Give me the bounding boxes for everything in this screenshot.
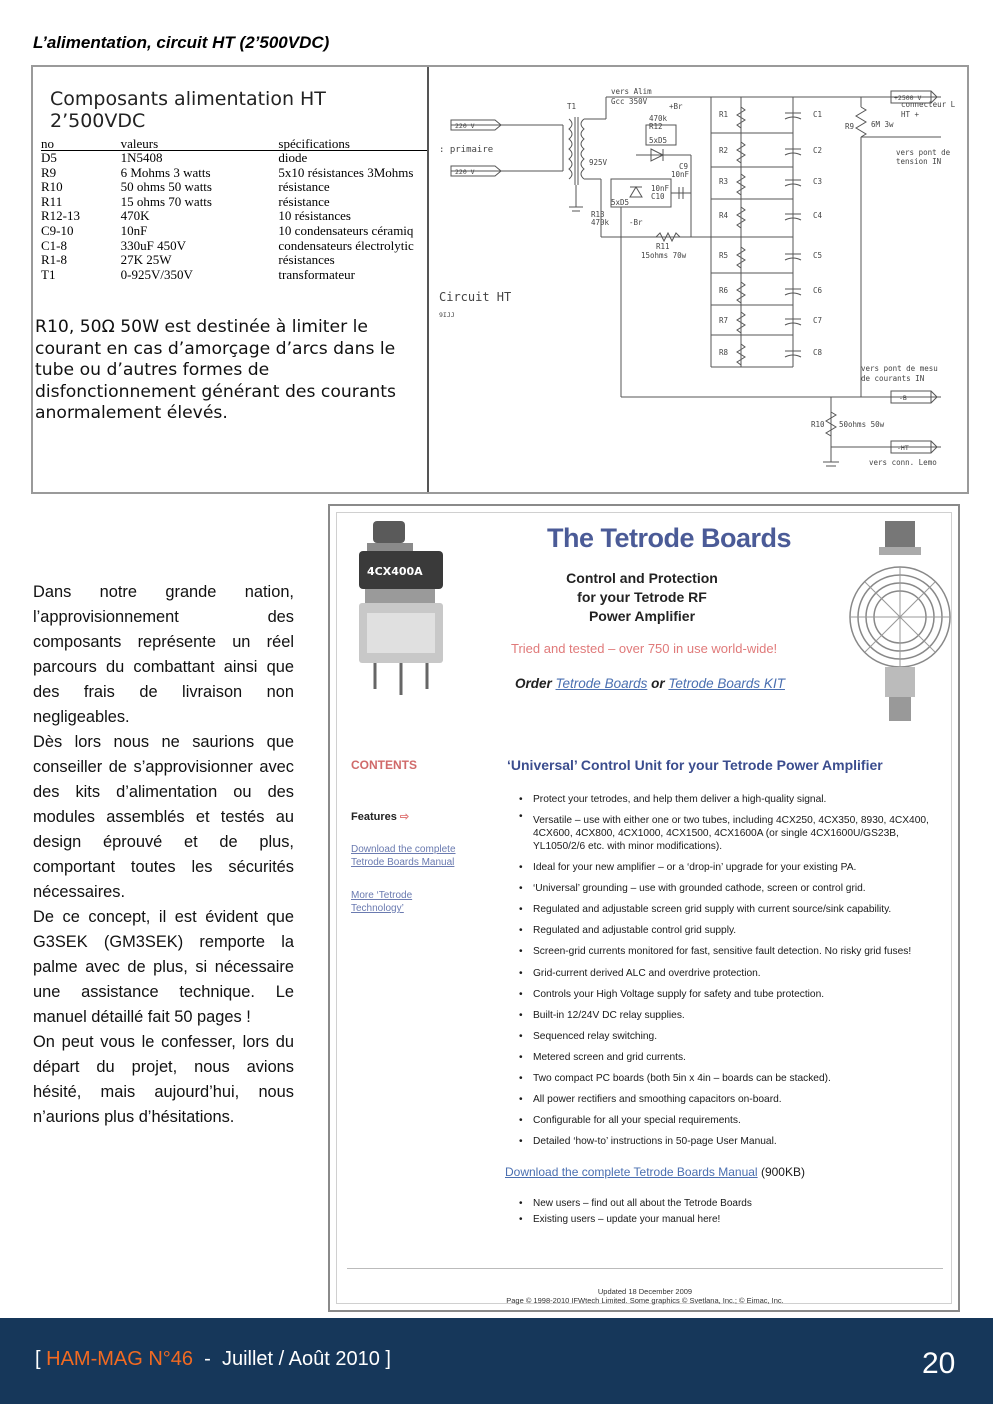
table-cell: C1-8: [41, 237, 67, 253]
web-footer: [337, 1287, 953, 1305]
paragraph: Dans notre grande nation, l’approvisionnement des composants représente un réel parcours du combattant ainsi que des frais de livraison non negligeables.: [33, 583, 294, 726]
schem-label: C5: [813, 251, 823, 260]
table-cell: 5x10 résistances 3Mohms: [278, 164, 414, 180]
web-title: The Tetrode Boards: [547, 523, 792, 553]
table-row: [41, 195, 427, 210]
schem-label: R12: [649, 122, 663, 131]
list-item: • Regulated and adjustable control grid supply.: [519, 920, 939, 941]
web-tagline: Tried and tested – over 750 in use world-wide!: [511, 641, 778, 656]
download-size: (900KB): [760, 1165, 805, 1179]
list-item: • Ideal for your new amplifier – or a ‘drop-in’ upgrade for your existing PA.: [519, 857, 939, 878]
web-order-line: [515, 676, 785, 691]
schem-label: R11: [656, 242, 670, 251]
paragraph: On peut vous le confesser, lors du départ du projet, nous avions hésité, mais aujourd’hui, nous n’aurions plus d’hésitations.: [33, 1033, 294, 1126]
table-row: [41, 166, 427, 181]
list-item: • Grid-current derived ALC and overdrive protection.: [519, 963, 939, 984]
schem-label: C1: [813, 110, 823, 119]
features-label: Features: [351, 811, 397, 823]
paragraph: Dès lors nous ne saurions que conseiller de s’approvisionner avec des kits d’alimentation ou des modules assemblés et testés au design éprouvé et de plus, comportant toutes les sécurités nécessaires.: [33, 733, 294, 901]
schem-label: R3: [719, 177, 729, 186]
list-item: • Built-in 12/24V DC relay supplies.: [519, 1005, 939, 1026]
table-cell: 10nF: [120, 222, 148, 238]
list-item: • All power rectifiers and smoothing capacitors on-board.: [519, 1089, 939, 1110]
table-header: spécifications: [278, 137, 427, 151]
bracket-open: [: [35, 1348, 41, 1370]
features-link[interactable]: [351, 810, 409, 823]
issue-date: Juillet / Août 2010: [221, 1348, 380, 1370]
schem-label: vers conn. Lemo: [869, 458, 937, 467]
schem-label: connecteur L: [901, 100, 956, 109]
schem-label: tension IN: [896, 157, 942, 166]
table-row: [41, 209, 427, 224]
table-cell: 1N5408: [120, 150, 163, 165]
list-item: • Metered screen and grid currents.: [519, 1047, 939, 1068]
list-item: • New users – find out all about the Tetrode Boards: [519, 1196, 752, 1212]
schem-label: 470k: [591, 218, 610, 227]
schem-label: -B: [899, 394, 907, 402]
schem-label: R10: [811, 420, 825, 429]
list-item: • Detailed ‘how-to’ instructions in 50-page User Manual.: [519, 1131, 939, 1152]
copyright-text: Page © 1998-2010 IFWtech Limited. Some graphics © Svetlana, Inc.; © Eimac, Inc.: [506, 1296, 784, 1305]
schem-label: 6M 3w: [871, 120, 894, 129]
schem-label: vers Alim: [611, 87, 652, 96]
users-list: [519, 1196, 752, 1228]
features-list: [519, 789, 939, 1152]
schem-label: vers pont de mesu: [861, 364, 938, 373]
list-item: • Controls your High Voltage supply for safety and tube protection.: [519, 984, 939, 1005]
separator: -: [204, 1348, 211, 1370]
schem-label: de courants IN: [861, 374, 925, 383]
schematic-figure: [31, 65, 969, 494]
table-cell: transformateur: [278, 266, 355, 282]
circuit-diagram: [431, 67, 967, 492]
table-cell: 6 Mohms 3 watts: [120, 164, 211, 180]
section-heading: L’alimentation, circuit HT (2’500VDC): [33, 33, 330, 52]
table-cell: R1-8: [41, 252, 67, 268]
schem-label: 9IJJ: [439, 311, 455, 319]
table-cell: R11: [41, 193, 63, 209]
table-cell: D5: [41, 150, 57, 165]
tube-4cx400a-image: [345, 517, 465, 702]
components-title: Composants alimentation HT 2’500VDC: [50, 88, 326, 132]
list-item: • Two compact PC boards (both 5in x 4in – boards can be stacked).: [519, 1068, 939, 1089]
table-cell: T1: [41, 266, 56, 282]
schem-label: R4: [719, 211, 729, 220]
schem-label: 220 V: [455, 168, 475, 176]
schem-label: 925V: [589, 158, 608, 167]
schem-title: Circuit HT: [439, 290, 512, 304]
schem-label: +Br: [669, 102, 683, 111]
schem-label: 220 V: [455, 122, 475, 130]
updated-text: Updated 18 December 2009: [597, 1287, 693, 1296]
table-cell: 330uF 450V: [120, 237, 186, 253]
schem-label: +2500 V: [894, 94, 922, 102]
schem-label: R7: [719, 316, 729, 325]
schem-label: R13: [591, 210, 605, 219]
components-table: [41, 137, 427, 282]
schem-label: R8: [719, 348, 729, 357]
schem-label: 10nF: [671, 170, 690, 179]
schem-label: 470k: [649, 114, 668, 123]
components-panel: [33, 67, 429, 492]
table-cell: R10: [41, 179, 63, 195]
list-item: • Versatile – use with either one or two tubes, including 4CX250, 4CX350, 8930, 4CX400, 4CX600, 4CX800, 4CX1000, 4CX1500, 4CX1600A (or single 4CX1600U/GS23B, YL1050/2/6 etc. with minor modifications).: [519, 810, 939, 857]
paragraph: De ce concept, il est évident que G3SEK (GM3SEK) remporte la palme avec de plus, si nécessaire une assistance technique. Le manuel détaillé fait 50 pages !: [33, 908, 294, 1026]
page-number: 20: [922, 1347, 956, 1380]
table-cell: 15 ohms 70 watts: [120, 193, 212, 209]
schem-label: -Br: [629, 218, 643, 227]
divider: [347, 1268, 943, 1269]
schem-label: C4: [813, 211, 823, 220]
tube-label: 4CX400A: [367, 565, 423, 578]
table-row: [41, 268, 427, 283]
table-row: [41, 253, 427, 268]
table-cell: diode: [278, 150, 308, 165]
schem-label: 15ohms 70w: [641, 251, 687, 260]
r10-note: R10, 50Ω 50W est destinée à limiter le courant en cas d’amorçage d’arcs dans le tube ou d’autres formes de disfonctionnement générant des courants anormalement élevés.: [35, 317, 396, 424]
table-cell: résistances: [278, 252, 335, 268]
magazine-issue: [35, 1348, 391, 1371]
schem-label: C10: [651, 192, 665, 201]
order-kit-link[interactable]: Tetrode Boards KIT: [668, 676, 785, 691]
order-prefix: Order: [515, 676, 552, 691]
list-item: • ‘Universal’ grounding – use with grounded cathode, screen or control grid.: [519, 878, 939, 899]
table-cell: C9-10: [41, 222, 74, 238]
web-section-heading: ‘Universal’ Control Unit for your Tetrode Power Amplifier: [507, 757, 883, 773]
schem-label: -HT: [897, 444, 909, 452]
schem-label: C9: [679, 162, 689, 171]
schem-label: R9: [845, 122, 855, 131]
tube-with-heatsink-image: [845, 517, 951, 727]
schem-label: C8: [813, 348, 823, 357]
table-cell: résistance: [278, 179, 330, 195]
table-header: valeurs: [121, 137, 279, 151]
schem-label: 5xD5: [649, 136, 668, 145]
web-page: [336, 512, 952, 1304]
schem-label: : primaire: [439, 145, 494, 155]
web-contents-heading: CONTENTS: [351, 758, 417, 772]
schem-label: R6: [719, 286, 729, 295]
web-subtitle: Control and Protection for your Tetrode RF Power Amplifier: [566, 570, 718, 624]
schem-label: vers pont de: [896, 148, 951, 157]
bracket-close: ]: [385, 1348, 391, 1370]
order-mid: or: [651, 676, 665, 691]
side-manual-link[interactable]: Download the complete Tetrode Boards Manual: [351, 844, 456, 868]
magazine-name: HAM-MAG N°46: [46, 1348, 194, 1370]
table-row: [41, 151, 427, 166]
table-header: no: [41, 137, 121, 151]
arrow-right-icon: ⇨: [399, 811, 410, 823]
list-item: • Regulated and adjustable screen grid supply with current source/sink capability.: [519, 899, 939, 920]
list-item: • Sequenced relay switching.: [519, 1026, 939, 1047]
list-item: • Configurable for all your special requirements.: [519, 1110, 939, 1131]
table-cell: résistance: [278, 193, 330, 209]
schem-label: R1: [719, 110, 729, 119]
list-item: • Protect your tetrodes, and help them deliver a high-quality signal.: [519, 789, 939, 810]
table-cell: 10 condensateurs céramiq: [278, 222, 414, 238]
schem-label: Gcc 350V: [611, 97, 648, 106]
table-cell: R9: [41, 164, 57, 180]
schem-label: R5: [719, 251, 729, 260]
schem-label: C2: [813, 146, 823, 155]
schem-label: HT +: [901, 110, 920, 119]
table-row: [41, 224, 427, 239]
table-row: [41, 239, 427, 254]
schem-label: 10nF: [651, 184, 670, 193]
schem-label: C3: [813, 177, 823, 186]
schem-label: R2: [719, 146, 729, 155]
table-cell: condensateurs électrolytic: [278, 237, 414, 253]
table-cell: 470K: [120, 208, 150, 224]
article-body: [33, 580, 294, 1130]
schem-label: T1: [567, 102, 577, 111]
table-cell: 27K 25W: [120, 252, 172, 268]
tetrode-boards-screenshot: [328, 504, 960, 1312]
download-manual-link[interactable]: Download the complete Tetrode Boards Manual: [505, 1165, 758, 1179]
side-technology-link[interactable]: More ‘Tetrode Technology’: [351, 890, 413, 914]
schem-label: C7: [813, 316, 823, 325]
table-cell: 50 ohms 50 watts: [120, 179, 212, 195]
table-row: [41, 180, 427, 195]
list-item: • Screen-grid currents monitored for fast, sensitive fault detection. No risky grid fuses!: [519, 941, 939, 962]
web-download-line: [505, 1165, 805, 1179]
order-boards-link[interactable]: Tetrode Boards: [555, 676, 648, 691]
table-cell: R12-13: [41, 208, 80, 224]
schem-label: C6: [813, 286, 823, 295]
schem-label: 50ohms 50w: [839, 420, 885, 429]
list-item: • Existing users – update your manual here!: [519, 1212, 752, 1228]
table-cell: 10 résistances: [278, 208, 351, 224]
table-cell: 0-925V/350V: [120, 266, 193, 282]
schem-label: 5xD5: [611, 198, 630, 207]
